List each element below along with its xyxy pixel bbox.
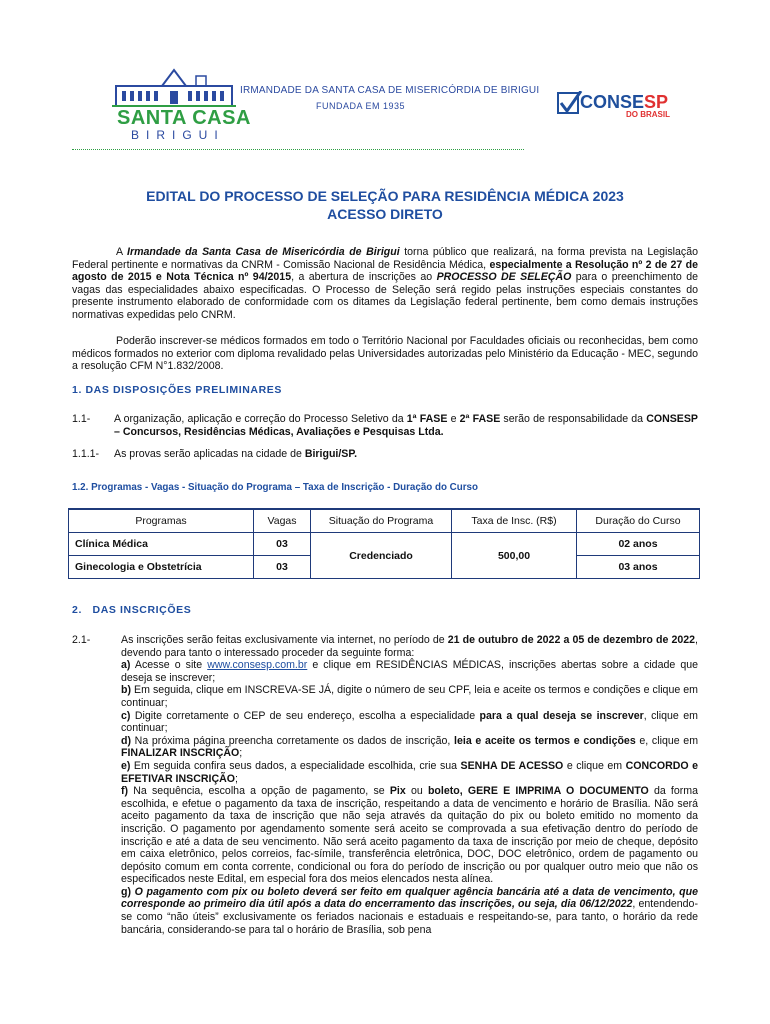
logo-subtitle: BIRIGUI <box>131 128 225 142</box>
col-vagas: Vagas <box>254 509 311 533</box>
item-1-1-1-text: As provas serão aplicadas na cidade de Birigui/SP. <box>114 448 358 460</box>
intro-paragraph-2: Poderão inscrever-se médicos formados em todo o Território Nacional por Faculdades oficiais ou reconhecidas, bem como médicos formados no exterior com diploma revalidado pelas Universidades autorizadas pelo Ministério da Educação - MEC, segundo a resolução CFM N°1.832/2008. <box>72 335 698 373</box>
cell-taxa: 500,00 <box>452 533 577 579</box>
item-2-1-text: As inscrições serão feitas exclusivamente via internet, no período de 21 de outubro de 2022 a 05 de dezembro de 2022, devendo para tanto o interessado proceder da seguinte forma: a) Acesse o site www.consesp.com.br e clique em RESIDÊNCIAS MÉDICAS, inscrições abertas sobre a cidade que deseja se inscrever; b) Em seguida, clique em INSCREVA-SE JÁ, digite o número de seu CPF, leia e aceite os termos e condições e clique em continuar; c) Digite corretamente o CEP de seu endereço, escolha a especialidade para a qual deseja se inscrever, clique em continuar; d) Na próxima página preencha corretamente os dados de inscrição, leia e aceite os termos e condições e, clique em FINALIZAR INSCRIÇÃO; e) Em seguida confira seus dados, a especialidade escolhida, crie sua SENHA DE ACESSO e clique em CONCORDO e EFETIVAR INSCRIÇÃO; f) Na sequência, escolha a opção de pagamento, se Pix ou boleto, GERE E IMPRIMA O DOCUMENTO da forma escolhida, e efetue o pagamento da taxa de inscrição, respeitando a data de vencimento e horário de Brasília. Não será aceito pagamento da taxa de inscrição que não seja através da quitação do pix ou boleto emitido no momento da inscrição. O pagamento por agendamento somente será aceito se comprovada a sua efetivação dentro do período de inscrição e até a data de seu vencimento. Não será aceito pagamento da taxa de inscrição por meio de cheque, depósito em caixa eletrônico, pelos correios, fac-símile, transferência eletrônica, DOC, DOC eletrônico, ordem de pagamento ou depósito comum em conta corrente, condicional ou fora do período de inscrição ou por qualquer outro meio que não os especificados neste Edital, em especial fora dos meios elencados nesta alínea. g) O pagamento com pix ou boleto deverá ser feito em qualquer agência bancária até a data de vencimento, que corresponde ao primeiro dia útil após a data do encerramento das inscrições, ou seja, dia 06/12/2022, entendendo-se como “não úteis” exclusivamente os feriados nacionais e estaduais e respeitando-se, para tanto, o horário da rede bancária, considerando-se para tal o horário de Brasília, sob pena <box>121 634 699 936</box>
section-2-heading: 2. DAS INSCRIÇÕES <box>72 604 192 616</box>
logo-title: SANTA CASA <box>117 107 251 129</box>
col-duracao: Duração do Curso <box>577 509 700 533</box>
consesp-sp: SP <box>644 92 669 112</box>
cell-situacao: Credenciado <box>311 533 452 579</box>
col-taxa: Taxa de Insc. (R$) <box>452 509 577 533</box>
item-1-1-number: 1.1- <box>72 413 91 425</box>
founded-text: FUNDADA EM 1935 <box>316 101 406 111</box>
cell-programa: Ginecologia e Obstetrícia <box>69 556 254 579</box>
intro-paragraph-1: A Irmandade da Santa Casa de Misericórdia de Birigui torna público que realizará, na forma prevista na Legislação Federal pertinente e normativas da CNRM - Comissão Nacional de Residência Médica, especialmente a Resolução nº 2 de 27 de agosto de 2015 e Nota Técnica nº 94/2015, a abertura de inscrições ao PROCESSO DE SELEÇÃO para o preenchimento de vagas das especialidades abaixo especificadas. O Processo de Seleção será regido pelas instruções especiais constantes do presente instrumento elaborado de conformidade com os ditames da Legislação federal pertinente, bem como demais instruções normativas expedidas pelo CNRM. <box>72 246 699 321</box>
cell-vagas: 03 <box>254 556 311 579</box>
consesp-website-link[interactable]: www.consesp.com.br <box>207 659 308 672</box>
cell-programa: Clínica Médica <box>69 533 254 556</box>
section-1-heading: 1. DAS DISPOSIÇÕES PRELIMINARES <box>72 384 282 396</box>
item-2-1-number: 2.1- <box>72 634 91 646</box>
col-programas: Programas <box>69 509 254 533</box>
col-situacao: Situação do Programa <box>311 509 452 533</box>
item-1-2-heading: 1.2. Programas - Vagas - Situação do Programa – Taxa de Inscrição - Duração do Curso <box>72 482 478 493</box>
table-header-row <box>69 509 700 533</box>
item-1-1-text: A organização, aplicação e correção do Processo Seletivo da 1ª FASE e 2ª FASE serão de responsabilidade da CONSESP – Concursos, Residências Médicas, Avaliações e Pesquisas Ltda. <box>114 413 698 438</box>
consesp-main: CONSE <box>580 92 645 112</box>
header-divider <box>72 149 524 150</box>
table-row <box>69 533 700 556</box>
institution-name: IRMANDADE DA SANTA CASA DE MISERICÓRDIA DE BIRIGUI <box>240 85 540 96</box>
programs-table <box>68 508 700 579</box>
item-1-1-1-number: 1.1.1- <box>72 448 100 460</box>
document-subtitle: ACESSO DIRETO <box>327 206 443 222</box>
document-title: EDITAL DO PROCESSO DE SELEÇÃO PARA RESIDÊNCIA MÉDICA 2023 <box>146 188 624 204</box>
cell-duracao: 02 anos <box>577 533 700 556</box>
cell-vagas: 03 <box>254 533 311 556</box>
consesp-subtitle: DO BRASIL <box>626 110 670 119</box>
cell-duracao: 03 anos <box>577 556 700 579</box>
